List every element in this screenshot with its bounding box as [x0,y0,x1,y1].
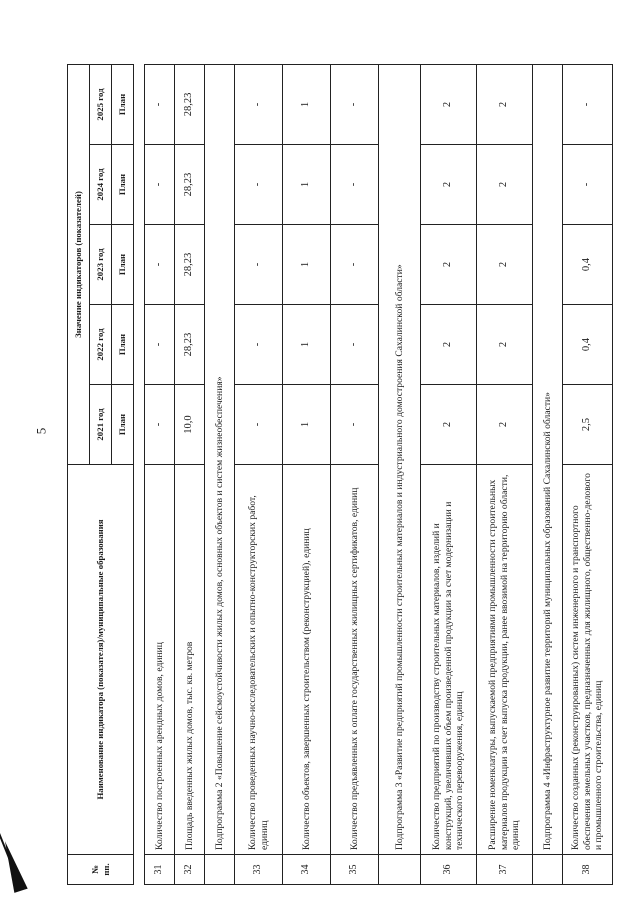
row-indicator-name: Количество созданных (реконструированных) систем инженерного и транспортного обеспечения земельных участков, предназначенных для жилищного, общественно-делового и промышленного строительства, единиц [563,465,613,855]
row-number: 34 [283,855,331,885]
row-value-2025: 2 [421,64,477,144]
row-value-2025: - [145,64,175,144]
subprogram-row [533,64,563,884]
table-row [563,64,613,884]
row-value-2023: 0,4 [563,225,613,305]
row-value-2025: 1 [283,64,331,144]
row-value-2022: 2 [421,305,477,385]
header-year: 2022 год [90,305,112,385]
row-value-2022: 2 [477,305,533,385]
row-value-2025: 2 [477,64,533,144]
row-value-2023: 28,23 [175,225,205,305]
row-value-2023: - [145,225,175,305]
header-plan: План [112,145,134,225]
header-year: 2025 год [90,64,112,144]
row-value-2025: - [563,64,613,144]
scan-edge-shadow [0,839,28,893]
header-year: 2024 год [90,145,112,225]
row-value-2021: 2 [477,385,533,465]
row-value-2021: - [145,385,175,465]
row-value-2022: - [331,305,379,385]
row-value-2021: 1 [283,385,331,465]
subprogram-title: Подпрограмма 4 «Инфраструктурное развитие территорий муниципальных образований Сахалинской области» [533,64,563,854]
row-value-2022: 0,4 [563,305,613,385]
header-year: 2021 год [90,385,112,465]
row-value-2025: - [235,64,283,144]
row-number: 31 [145,855,175,885]
row-value-2024: 1 [283,145,331,225]
row-value-2024: - [145,145,175,225]
row-value-2022: - [235,305,283,385]
row-number: 36 [421,855,477,885]
header-gap [134,64,145,884]
row-value-2024: - [331,145,379,225]
row-value-2021: 2 [421,385,477,465]
subprogram-row [205,64,235,884]
row-value-2024: 2 [477,145,533,225]
row-value-2024: - [563,145,613,225]
header-plan: План [112,305,134,385]
row-number: 35 [331,855,379,885]
table-row [235,64,283,884]
row-indicator-name: Количество предъявленных к оплате государственных жилищных сертификатов, единиц [331,465,379,855]
header-year: 2023 год [90,225,112,305]
table-row [283,64,331,884]
table-row [145,64,175,884]
row-value-2022: 1 [283,305,331,385]
row-value-2023: 2 [477,225,533,305]
table-row [331,64,379,884]
row-value-2023: - [331,225,379,305]
rotated-table-container [67,65,605,885]
header-values: Значение индикаторов (показателей) [68,64,90,464]
row-number: 37 [477,855,533,885]
row-indicator-name: Расширение номенклатуры, выпускаемой предприятиями промышленности строительных материалов продукции за счет выпуска продукции, ранее ввозимой на территорию области, единиц [477,465,533,855]
row-indicator-name: Количество построенных арендных домов, единиц [145,465,175,855]
header-plan: План [112,385,134,465]
header-plan: План [112,64,134,144]
row-value-2021: 2,5 [563,385,613,465]
subprogram-title: Подпрограмма 2 «Повышение сейсмоустойчивости жилых домов, основных объектов и систем жизнеобеспечения» [205,64,235,854]
header-number: № пп. [68,855,134,885]
row-value-2025: 28,23 [175,64,205,144]
subprogram-row [379,64,421,884]
row-indicator-name: Количество проведенных научно-исследовательских и опытно-конструкторских работ, единиц [235,465,283,855]
row-value-2023: 2 [421,225,477,305]
page-number: 5 [33,427,49,435]
table-row [175,64,205,884]
row-value-2023: 1 [283,225,331,305]
row-value-2021: - [235,385,283,465]
row-value-2024: - [235,145,283,225]
row-value-2022: 28,23 [175,305,205,385]
table-row [477,64,533,884]
row-number: 33 [235,855,283,885]
row-number: 38 [563,855,613,885]
subprogram-title: Подпрограмма 3 «Развитие предприятий промышленности строительных материалов и индустриального домостроения Сахалинской области» [379,64,421,854]
row-indicator-name: Площадь введенных жилых домов, тыс. кв. метров [175,465,205,855]
row-value-2023: - [235,225,283,305]
row-value-2024: 2 [421,145,477,225]
row-value-2021: 10,0 [175,385,205,465]
table-row [421,64,477,884]
row-number: 32 [175,855,205,885]
row-value-2021: - [331,385,379,465]
row-indicator-name: Количество предприятий по производству строительных материалов, изделий и конструкций, увеличивших объем произведенной продукции за счет модернизации и технического перевооружения, единиц [421,465,477,855]
header-indicator-name: Наименование индикатора (показателя)/муниципальные образования [68,465,134,855]
row-indicator-name: Количество объектов, завершенных строительством (реконструкцией), единиц [283,465,331,855]
row-value-2022: - [145,305,175,385]
header-plan: План [112,225,134,305]
row-value-2025: - [331,64,379,144]
row-value-2024: 28,23 [175,145,205,225]
indicators-table [67,64,613,885]
